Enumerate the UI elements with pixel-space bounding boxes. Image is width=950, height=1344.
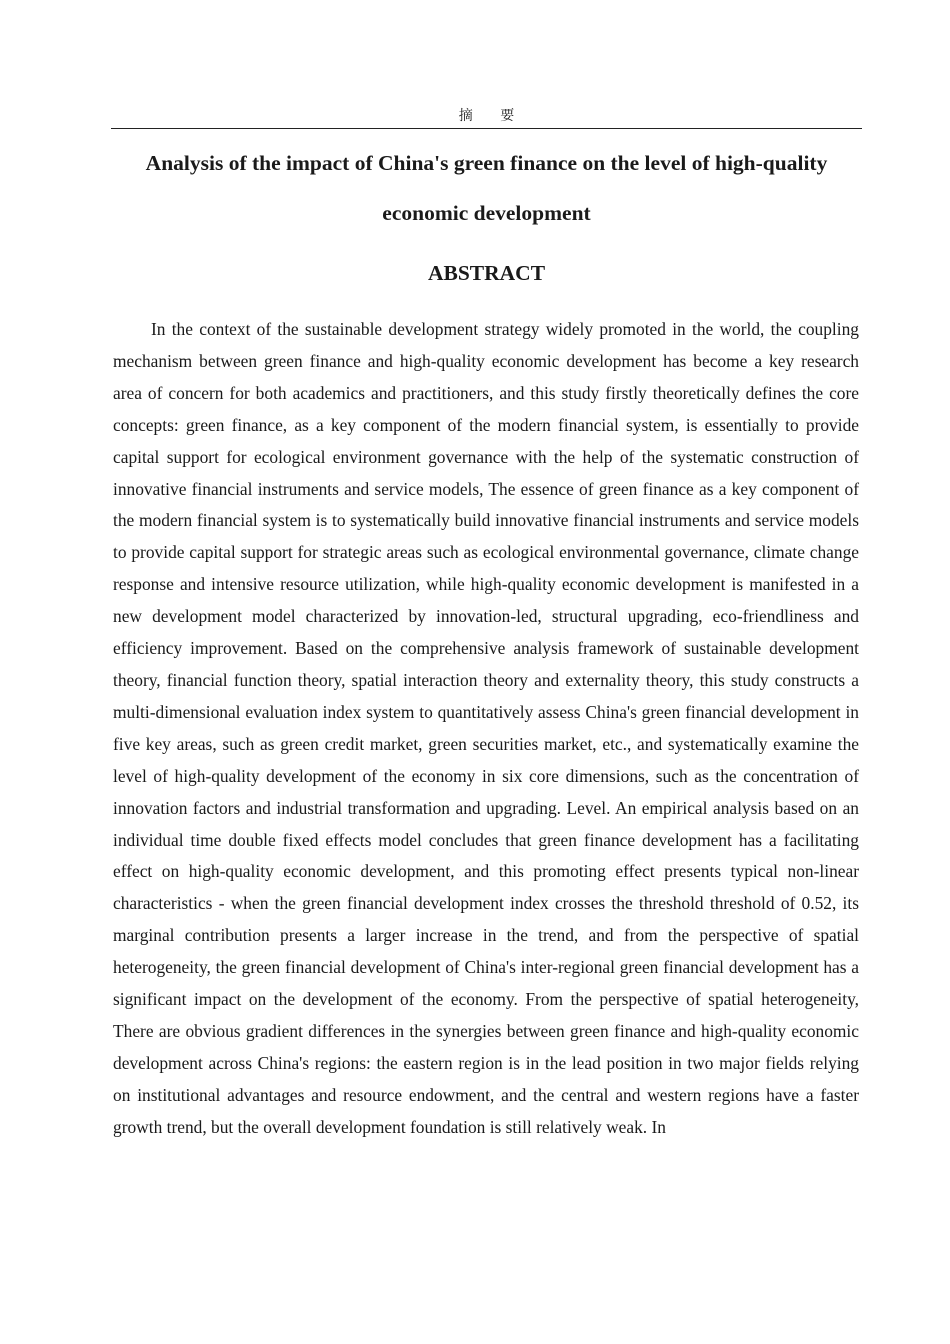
abstract-paragraph: In the context of the sustainable development strategy widely promoted in the world, the coupling mechanism between green finance and high-quality economic development has become a key research area of concern for both academics and practitioners, and this study firstly theoretically defines the core concepts: green finance, as a key component of the modern financial system, is essentially to provide capital support for ecological environment governance with the help of the systematic construction of innovative financial instruments and service models, The essence of green finance as a key component of the modern financial system is to systematically build innovative financial instruments and service models to provide capital support for strategic areas such as ecological environmental governance, climate change response and intensive resource utilization, while high-quality economic development is manifested in a new development model characterized by innovation-led, structural upgrading, eco-friendliness and efficiency improvement. Based on the comprehensive analysis framework of sustainable development theory, financial function theory, spatial interaction theory and externality theory, this study constructs a multi-dimensional evaluation index system to quantitatively assess China's green financial development in five key areas, such as green credit market, green securities market, etc., and systematically examine the level of high-quality development of the economy in six core dimensions, such as the concentration of innovation factors and industrial transformation and upgrading. Level. An empirical analysis based on an individual time double fixed effects model concludes that green finance development has a facilitating effect on high-quality economic development, and this promoting effect presents typical non-linear characteristics - when the green financial development index crosses the threshold threshold of 0.52, its marginal contribution presents a larger increase in the trend, and from the perspective of spatial heterogeneity, the green financial development of China's inter-regional green financial development has a significant impact on the development of the economy. From the perspective of spatial heterogeneity, There are obvious gradient differences in the synergies between green finance and high-quality economic development across China's regions: the eastern region is in the lead position in two major fields relying on institutional advantages and resource endowment, and the central and western regions have a faster growth trend, but the overall development foundation is still relatively weak. In bbox=[113, 319, 859, 1137]
header-rule bbox=[111, 128, 862, 129]
paper-title: Analysis of the impact of China's green finance on the level of high-quality economic development bbox=[145, 151, 828, 225]
running-header: 摘 要 bbox=[458, 109, 527, 124]
abstract-heading: ABSTRACT bbox=[427, 261, 546, 285]
